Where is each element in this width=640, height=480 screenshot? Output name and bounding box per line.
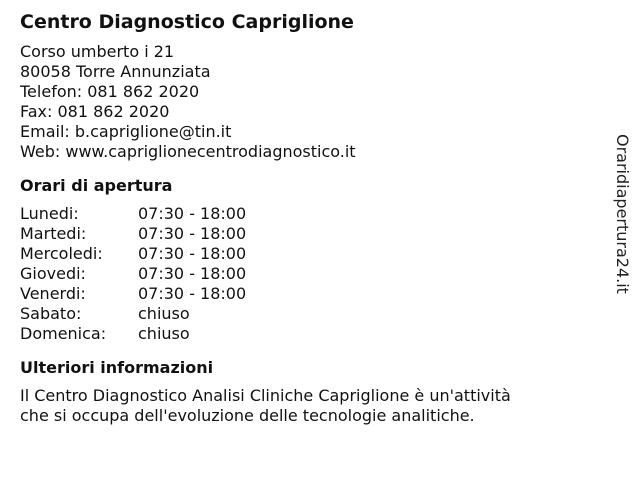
hours-value: 07:30 - 18:00 (138, 264, 247, 283)
address-line2: 80058 Torre Annunziata (20, 62, 211, 81)
hours-row-wednesday (20, 244, 580, 264)
day-label: Lunedi: (20, 204, 79, 223)
hours-value: chiuso (138, 324, 190, 343)
address-line1: Corso umberto i 21 (20, 42, 175, 61)
web-row (20, 142, 580, 162)
hours-value: 07:30 - 18:00 (138, 284, 247, 303)
hours-row-thursday (20, 264, 580, 284)
phone-number: Telefon: 081 862 2020 (20, 82, 200, 101)
more-info-text (20, 386, 580, 426)
email-label: Email: (20, 122, 75, 141)
hours-value: 07:30 - 18:00 (138, 224, 247, 243)
day-label: Giovedi: (20, 264, 86, 283)
hours-row-monday (20, 204, 580, 224)
web-label: Web: (20, 142, 66, 161)
more-info-line1: Il Centro Diagnostico Analisi Cliniche Capriglione è un'attività (20, 386, 511, 405)
hours-value: chiuso (138, 304, 190, 323)
contact-block (20, 42, 580, 162)
hours-row-friday (20, 284, 580, 304)
business-card (20, 10, 580, 426)
hours-row-tuesday (20, 224, 580, 244)
hours-value: 07:30 - 18:00 (138, 244, 247, 263)
hours-value: 07:30 - 18:00 (138, 204, 247, 223)
email-link[interactable]: b.capriglione@tin.it (74, 122, 232, 141)
opening-hours-heading: Orari di apertura (20, 176, 173, 195)
day-label: Sabato: (20, 304, 82, 323)
more-info-heading: Ulteriori informazioni (20, 358, 214, 377)
day-label: Venerdi: (20, 284, 86, 303)
site-watermark (610, 134, 634, 310)
fax-number: Fax: 081 862 2020 (20, 102, 170, 121)
hours-row-saturday (20, 304, 580, 324)
more-info-line2: che si occupa dell'evoluzione delle tecnologie analitiche. (20, 406, 475, 425)
email-row (20, 122, 580, 142)
day-label: Domenica: (20, 324, 107, 343)
watermark-text: Oraridiapertura24.it (613, 134, 632, 294)
web-link[interactable]: www.capriglionecentrodiagnostico.it (65, 142, 356, 161)
opening-hours-table (20, 204, 580, 344)
day-label: Mercoledi: (20, 244, 103, 263)
hours-row-sunday (20, 324, 580, 344)
business-name: Centro Diagnostico Capriglione (20, 11, 354, 33)
day-label: Martedi: (20, 224, 87, 243)
